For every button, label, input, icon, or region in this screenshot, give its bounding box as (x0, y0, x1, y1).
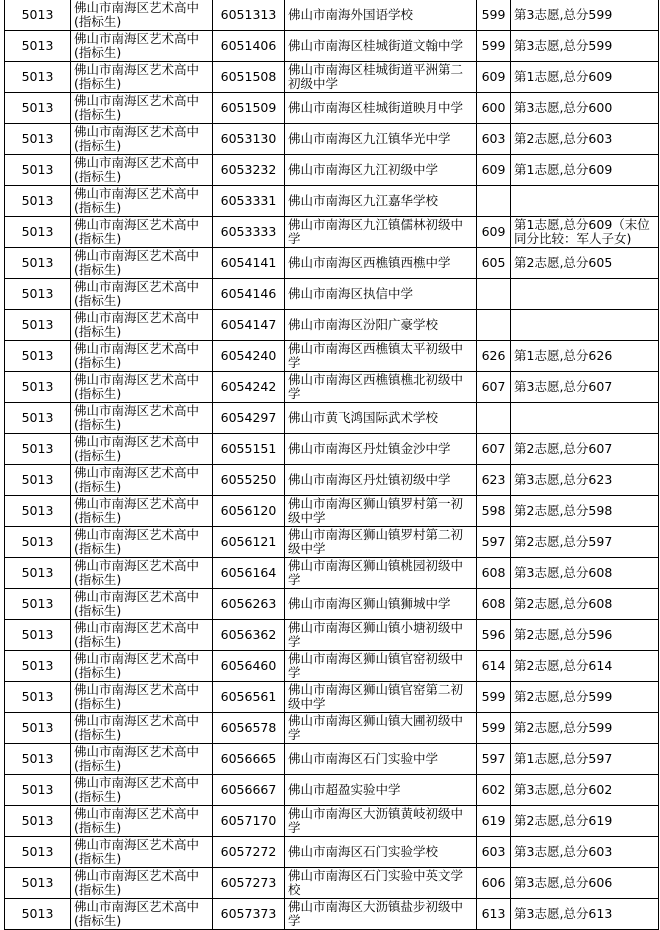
table-row (5, 806, 659, 837)
program-name-cell: 佛山市南海区艺术高中(指标生) (71, 341, 213, 372)
program-name-cell: 佛山市南海区艺术高中(指标生) (71, 465, 213, 496)
school-name-cell: 佛山市南海区石门实验学校 (285, 837, 477, 868)
admission-note-cell: 第2志愿,总分603 (511, 124, 659, 155)
school-name-cell: 佛山市南海区九江镇儒林初级中学 (285, 217, 477, 248)
school-name-cell: 佛山市南海区西樵镇樵北初级中学 (285, 372, 477, 403)
program-name-cell: 佛山市南海区艺术高中(指标生) (71, 527, 213, 558)
program-code-cell: 5013 (5, 31, 71, 62)
school-id-cell: 6057373 (213, 899, 285, 930)
program-name-cell: 佛山市南海区艺术高中(指标生) (71, 682, 213, 713)
program-name-cell: 佛山市南海区艺术高中(指标生) (71, 434, 213, 465)
school-id-cell: 6056460 (213, 651, 285, 682)
program-name-cell: 佛山市南海区艺术高中(指标生) (71, 279, 213, 310)
program-name-cell: 佛山市南海区艺术高中(指标生) (71, 93, 213, 124)
school-name-cell: 佛山市南海区狮山镇小塘初级中学 (285, 620, 477, 651)
table-row (5, 527, 659, 558)
school-id-cell: 6053130 (213, 124, 285, 155)
school-id-cell: 6057170 (213, 806, 285, 837)
program-code-cell: 5013 (5, 806, 71, 837)
program-name-cell: 佛山市南海区艺术高中(指标生) (71, 31, 213, 62)
program-code-cell: 5013 (5, 496, 71, 527)
program-code-cell: 5013 (5, 279, 71, 310)
score-cell (477, 310, 511, 341)
admission-note-cell: 第1志愿,总分609（末位同分比较：军人子女) (511, 217, 659, 248)
school-id-cell: 6056665 (213, 744, 285, 775)
school-name-cell: 佛山市南海区石门实验中英文学校 (285, 868, 477, 899)
table-row (5, 248, 659, 279)
admission-note-cell: 第1志愿,总分609 (511, 155, 659, 186)
school-id-cell: 6057273 (213, 868, 285, 899)
school-name-cell: 佛山市南海区九江嘉华学校 (285, 186, 477, 217)
program-code-cell: 5013 (5, 372, 71, 403)
table-row (5, 713, 659, 744)
program-name-cell: 佛山市南海区艺术高中(指标生) (71, 403, 213, 434)
program-code-cell: 5013 (5, 558, 71, 589)
admission-note-cell (511, 310, 659, 341)
table-row (5, 310, 659, 341)
table-row (5, 31, 659, 62)
program-name-cell: 佛山市南海区艺术高中(指标生) (71, 558, 213, 589)
program-name-cell: 佛山市南海区艺术高中(指标生) (71, 496, 213, 527)
program-code-cell: 5013 (5, 403, 71, 434)
table-row (5, 899, 659, 930)
table-body (5, 0, 659, 930)
score-cell: 597 (477, 527, 511, 558)
program-name-cell: 佛山市南海区艺术高中(指标生) (71, 248, 213, 279)
program-name-cell: 佛山市南海区艺术高中(指标生) (71, 775, 213, 806)
table-row (5, 372, 659, 403)
program-name-cell: 佛山市南海区艺术高中(指标生) (71, 806, 213, 837)
score-cell (477, 279, 511, 310)
admission-note-cell: 第3志愿,总分602 (511, 775, 659, 806)
program-code-cell: 5013 (5, 527, 71, 558)
school-id-cell: 6054297 (213, 403, 285, 434)
program-name-cell: 佛山市南海区艺术高中(指标生) (71, 62, 213, 93)
score-cell: 607 (477, 372, 511, 403)
admission-note-cell: 第3志愿,总分613 (511, 899, 659, 930)
school-id-cell: 6056164 (213, 558, 285, 589)
admission-note-cell: 第3志愿,总分599 (511, 31, 659, 62)
admission-note-cell (511, 186, 659, 217)
score-cell: 614 (477, 651, 511, 682)
program-code-cell: 5013 (5, 217, 71, 248)
table-row (5, 837, 659, 868)
school-id-cell: 6056561 (213, 682, 285, 713)
school-name-cell: 佛山市南海外国语学校 (285, 0, 477, 31)
program-name-cell: 佛山市南海区艺术高中(指标生) (71, 744, 213, 775)
program-name-cell: 佛山市南海区艺术高中(指标生) (71, 868, 213, 899)
school-name-cell: 佛山市南海区大沥镇黄岐初级中学 (285, 806, 477, 837)
school-id-cell: 6053331 (213, 186, 285, 217)
school-name-cell: 佛山市南海区西樵镇西樵中学 (285, 248, 477, 279)
program-code-cell: 5013 (5, 899, 71, 930)
score-cell (477, 403, 511, 434)
school-name-cell: 佛山市南海区狮山镇罗村第二初级中学 (285, 527, 477, 558)
admission-note-cell: 第2志愿,总分608 (511, 589, 659, 620)
school-id-cell: 6053232 (213, 155, 285, 186)
table-row (5, 434, 659, 465)
school-name-cell: 佛山市黄飞鸿国际武术学校 (285, 403, 477, 434)
school-id-cell: 6056667 (213, 775, 285, 806)
score-cell: 609 (477, 62, 511, 93)
school-name-cell: 佛山市南海区狮山镇桃园初级中学 (285, 558, 477, 589)
table-row (5, 775, 659, 806)
school-id-cell: 6054240 (213, 341, 285, 372)
school-name-cell: 佛山市南海区九江镇华光中学 (285, 124, 477, 155)
table-row (5, 744, 659, 775)
admission-note-cell: 第2志愿,总分607 (511, 434, 659, 465)
admission-note-cell: 第3志愿,总分600 (511, 93, 659, 124)
admission-table (4, 0, 659, 930)
program-code-cell: 5013 (5, 775, 71, 806)
school-id-cell: 6054146 (213, 279, 285, 310)
program-code-cell: 5013 (5, 744, 71, 775)
program-name-cell: 佛山市南海区艺术高中(指标生) (71, 837, 213, 868)
program-name-cell: 佛山市南海区艺术高中(指标生) (71, 217, 213, 248)
school-id-cell: 6054242 (213, 372, 285, 403)
program-code-cell: 5013 (5, 682, 71, 713)
score-cell: 599 (477, 682, 511, 713)
program-code-cell: 5013 (5, 837, 71, 868)
school-id-cell: 6053333 (213, 217, 285, 248)
program-name-cell: 佛山市南海区艺术高中(指标生) (71, 155, 213, 186)
program-name-cell: 佛山市南海区艺术高中(指标生) (71, 186, 213, 217)
program-name-cell: 佛山市南海区艺术高中(指标生) (71, 372, 213, 403)
school-id-cell: 6056578 (213, 713, 285, 744)
program-name-cell: 佛山市南海区艺术高中(指标生) (71, 651, 213, 682)
table-row (5, 341, 659, 372)
admission-note-cell: 第2志愿,总分599 (511, 682, 659, 713)
program-code-cell: 5013 (5, 589, 71, 620)
score-cell: 623 (477, 465, 511, 496)
admission-note-cell: 第3志愿,总分623 (511, 465, 659, 496)
school-name-cell: 佛山市南海区桂城街道平洲第二初级中学 (285, 62, 477, 93)
score-cell: 608 (477, 558, 511, 589)
table-row (5, 62, 659, 93)
score-cell: 596 (477, 620, 511, 651)
school-id-cell: 6056263 (213, 589, 285, 620)
score-cell: 609 (477, 155, 511, 186)
program-code-cell: 5013 (5, 62, 71, 93)
table-row (5, 589, 659, 620)
school-name-cell: 佛山市南海区西樵镇太平初级中学 (285, 341, 477, 372)
school-id-cell: 6051406 (213, 31, 285, 62)
program-code-cell: 5013 (5, 651, 71, 682)
program-code-cell: 5013 (5, 620, 71, 651)
school-id-cell: 6055151 (213, 434, 285, 465)
admission-note-cell: 第1志愿,总分597 (511, 744, 659, 775)
program-code-cell: 5013 (5, 434, 71, 465)
table-row (5, 496, 659, 527)
table-row (5, 620, 659, 651)
admission-note-cell: 第3志愿,总分606 (511, 868, 659, 899)
program-code-cell: 5013 (5, 0, 71, 31)
school-name-cell: 佛山市南海区狮山镇狮城中学 (285, 589, 477, 620)
program-name-cell: 佛山市南海区艺术高中(指标生) (71, 0, 213, 31)
admission-note-cell: 第2志愿,总分599 (511, 713, 659, 744)
school-name-cell: 佛山市南海区狮山镇官窑第二初级中学 (285, 682, 477, 713)
school-name-cell: 佛山市南海区狮山镇官窑初级中学 (285, 651, 477, 682)
program-name-cell: 佛山市南海区艺术高中(指标生) (71, 124, 213, 155)
school-name-cell: 佛山市南海区执信中学 (285, 279, 477, 310)
score-cell: 597 (477, 744, 511, 775)
admission-note-cell: 第2志愿,总分614 (511, 651, 659, 682)
program-code-cell: 5013 (5, 341, 71, 372)
score-cell: 602 (477, 775, 511, 806)
school-name-cell: 佛山市南海区丹灶镇初级中学 (285, 465, 477, 496)
score-cell: 598 (477, 496, 511, 527)
program-code-cell: 5013 (5, 155, 71, 186)
school-id-cell: 6051508 (213, 62, 285, 93)
program-code-cell: 5013 (5, 124, 71, 155)
school-id-cell: 6056362 (213, 620, 285, 651)
admission-note-cell: 第3志愿,总分603 (511, 837, 659, 868)
school-name-cell: 佛山市南海区丹灶镇金沙中学 (285, 434, 477, 465)
school-id-cell: 6056121 (213, 527, 285, 558)
program-code-cell: 5013 (5, 248, 71, 279)
school-name-cell: 佛山市超盈实验中学 (285, 775, 477, 806)
program-name-cell: 佛山市南海区艺术高中(指标生) (71, 899, 213, 930)
admission-note-cell: 第1志愿,总分609 (511, 62, 659, 93)
admission-note-cell: 第2志愿,总分605 (511, 248, 659, 279)
table-row (5, 186, 659, 217)
score-cell: 607 (477, 434, 511, 465)
program-name-cell: 佛山市南海区艺术高中(指标生) (71, 310, 213, 341)
score-cell: 600 (477, 93, 511, 124)
school-name-cell: 佛山市南海区大沥镇盐步初级中学 (285, 899, 477, 930)
table-row (5, 682, 659, 713)
school-id-cell: 6051509 (213, 93, 285, 124)
school-id-cell: 6051313 (213, 0, 285, 31)
school-name-cell: 佛山市南海区九江初级中学 (285, 155, 477, 186)
score-cell: 599 (477, 0, 511, 31)
program-name-cell: 佛山市南海区艺术高中(指标生) (71, 589, 213, 620)
school-id-cell: 6056120 (213, 496, 285, 527)
admission-note-cell: 第2志愿,总分596 (511, 620, 659, 651)
score-cell: 599 (477, 31, 511, 62)
score-cell: 603 (477, 124, 511, 155)
score-cell: 606 (477, 868, 511, 899)
program-code-cell: 5013 (5, 186, 71, 217)
table-row (5, 465, 659, 496)
score-cell: 603 (477, 837, 511, 868)
program-name-cell: 佛山市南海区艺术高中(指标生) (71, 620, 213, 651)
program-code-cell: 5013 (5, 465, 71, 496)
admission-note-cell: 第3志愿,总分599 (511, 0, 659, 31)
score-cell: 619 (477, 806, 511, 837)
table-row (5, 558, 659, 589)
table-row (5, 403, 659, 434)
school-name-cell: 佛山市南海区桂城街道文翰中学 (285, 31, 477, 62)
table-row (5, 651, 659, 682)
program-code-cell: 5013 (5, 713, 71, 744)
program-code-cell: 5013 (5, 868, 71, 899)
school-id-cell: 6054147 (213, 310, 285, 341)
program-code-cell: 5013 (5, 310, 71, 341)
score-cell: 613 (477, 899, 511, 930)
score-cell: 608 (477, 589, 511, 620)
table-row (5, 93, 659, 124)
admission-note-cell: 第3志愿,总分608 (511, 558, 659, 589)
table-row (5, 868, 659, 899)
admission-note-cell: 第3志愿,总分607 (511, 372, 659, 403)
school-name-cell: 佛山市南海区桂城街道映月中学 (285, 93, 477, 124)
admission-note-cell: 第2志愿,总分619 (511, 806, 659, 837)
table-row (5, 124, 659, 155)
school-id-cell: 6054141 (213, 248, 285, 279)
school-name-cell: 佛山市南海区狮山镇罗村第一初级中学 (285, 496, 477, 527)
school-name-cell: 佛山市南海区汾阳广豪学校 (285, 310, 477, 341)
score-cell: 626 (477, 341, 511, 372)
score-cell (477, 186, 511, 217)
admission-note-cell: 第2志愿,总分598 (511, 496, 659, 527)
admission-note-cell (511, 279, 659, 310)
school-name-cell: 佛山市南海区石门实验中学 (285, 744, 477, 775)
table-row (5, 217, 659, 248)
admission-note-cell: 第1志愿,总分626 (511, 341, 659, 372)
admission-note-cell: 第2志愿,总分597 (511, 527, 659, 558)
score-cell: 605 (477, 248, 511, 279)
admission-note-cell (511, 403, 659, 434)
score-cell: 609 (477, 217, 511, 248)
school-name-cell: 佛山市南海区狮山镇大圃初级中学 (285, 713, 477, 744)
program-name-cell: 佛山市南海区艺术高中(指标生) (71, 713, 213, 744)
school-id-cell: 6057272 (213, 837, 285, 868)
table-row (5, 155, 659, 186)
score-cell: 599 (477, 713, 511, 744)
school-id-cell: 6055250 (213, 465, 285, 496)
program-code-cell: 5013 (5, 93, 71, 124)
table-row (5, 279, 659, 310)
table-row (5, 0, 659, 31)
